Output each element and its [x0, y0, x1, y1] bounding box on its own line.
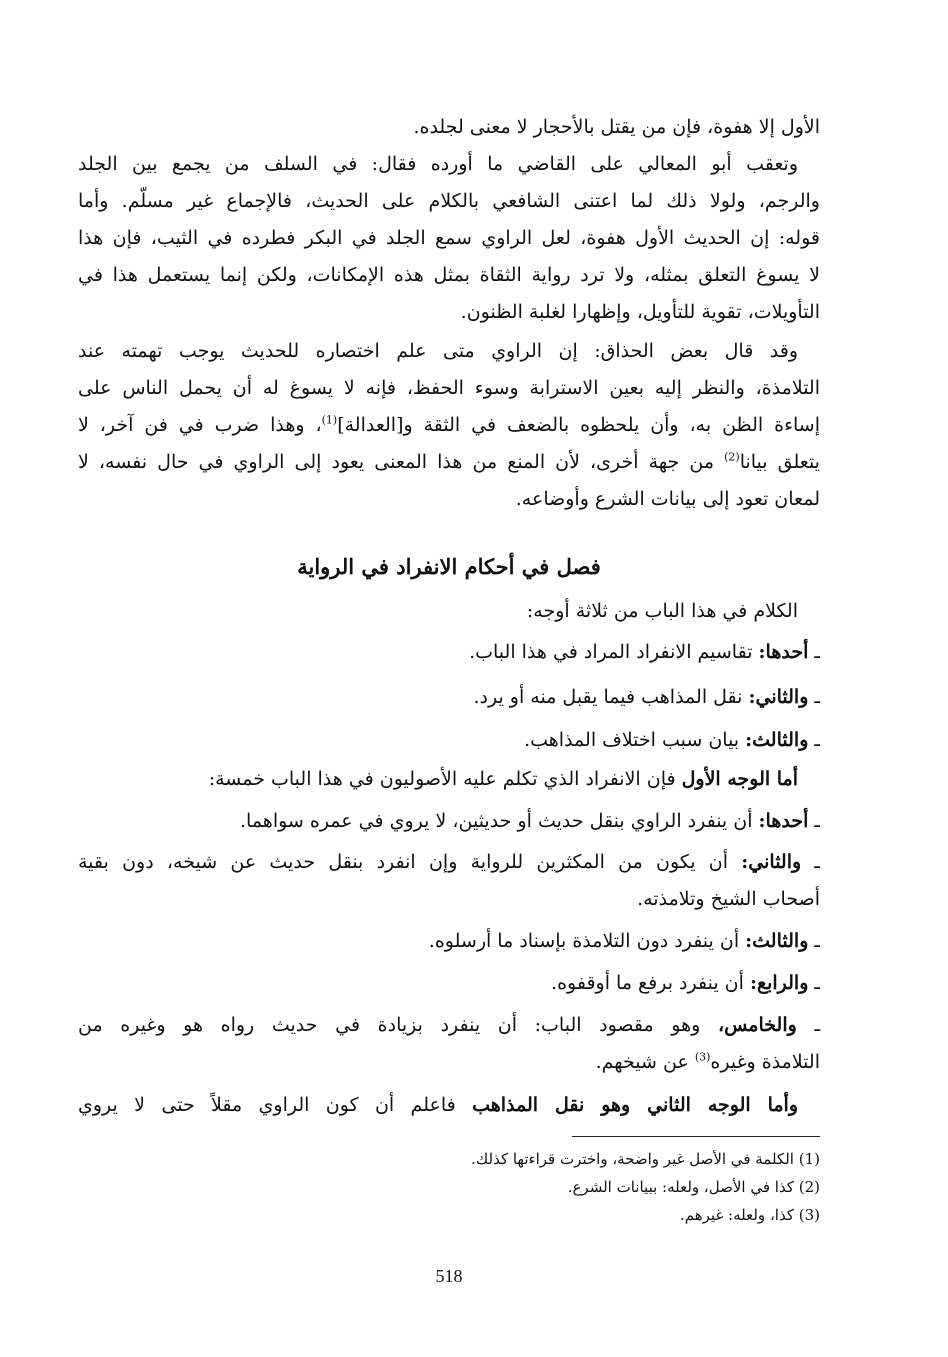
footnote: [78, 1204, 820, 1226]
list-dash: ـ: [814, 641, 820, 663]
paragraph-line: لمعان تعود إلى بيانات الشرع وأوضاعه.: [515, 488, 820, 510]
type-item: [78, 808, 820, 834]
type-text: وهو مقصود الباب: أن ينفرد بزيادة في حديث رواه هو وغيره من: [78, 1014, 718, 1036]
aspect-item: [78, 727, 820, 753]
list-dash: ـ: [814, 686, 820, 708]
type-text: أن ينفرد الراوي بنقل حديث أو حديثين، لا يروي في عمره سواهما.: [239, 810, 759, 832]
paragraph-line: التلامذة، والنظر إليه بعين الاسترابة وسوء الحفظ، فإنه لا يسوغ له أن يحمل الناس على: [78, 377, 820, 399]
type-item: [78, 928, 820, 954]
second-aspect-line: [78, 1092, 820, 1118]
list-dash: ـ: [814, 1014, 821, 1036]
first-aspect-line: [78, 766, 820, 792]
page-number: 518: [435, 1266, 463, 1286]
paragraph-line: والرجم، ولولا ذلك لما اعتنى الشافعي بالكلام على الحديث، فالإجماع غير مسلّم. وأما: [78, 190, 820, 212]
footnote-number: (3): [798, 1206, 820, 1224]
aspect-text: تقاسيم الانفراد المراد في هذا الباب.: [469, 641, 759, 663]
aspect-text: نقل المذاهب فيما يقبل منه أو يرد.: [473, 686, 749, 708]
text-run: من جهة أخرى، لأن المنع من هذا المعنى يعود إلى الراوي في حال نفسه، لا: [78, 451, 725, 473]
aspect-label: والثالث:: [745, 729, 809, 751]
list-dash: ـ: [814, 729, 820, 751]
footnote-ref[interactable]: (2): [724, 450, 740, 464]
footnote: [78, 1148, 820, 1170]
text-run: إساءة الظن به، وأن يلحظوه بالضعف في الثقة و[العدالة]: [337, 414, 820, 436]
paragraph-line: [78, 114, 820, 140]
type-label: أحدها:: [758, 810, 809, 832]
text-run: ، وهذا ضرب في فن آخر، لا: [78, 414, 322, 436]
footnote-number: (1): [798, 1150, 820, 1168]
type-label: والخامس،: [717, 1014, 797, 1036]
section-title: فصل في أحكام الانفراد في الرواية: [297, 554, 601, 579]
type-item: [78, 970, 820, 996]
text-run: عن شيخهم.: [595, 1051, 695, 1073]
paragraph-line: التأويلات، تقوية للتأويل، وإظهارا لغلبة الظنون.: [460, 301, 820, 323]
list-dash: ـ: [814, 972, 820, 994]
footnote-text: الكلمة في الأصل غير واضحة، واخترت قراءتها كذلك.: [471, 1150, 799, 1168]
aspect-item: [78, 684, 820, 710]
paragraph-line: [78, 449, 820, 475]
paragraph-line: [78, 412, 820, 438]
paragraph-line: وتعقب أبو المعالي على القاضي ما أورده فقال: في السلف من يجمع بين الجلد: [78, 153, 798, 175]
text-run: فإن الانفراد الذي تكلم عليه الأصوليون في هذا الباب خمسة:: [208, 768, 682, 790]
document-page: [78, 0, 820, 1357]
aspect-label: والثاني:: [748, 686, 809, 708]
footnote-separator: [572, 1136, 820, 1137]
aspect-heading: أما الوجه الأول: [681, 768, 798, 790]
type-label: والثالث:: [745, 930, 809, 952]
footnote-number: (2): [798, 1178, 820, 1196]
paragraph-line: وقد قال بعض الحذاق: إن الراوي متى علم اختصاره للحديث يوجب تهمته عند: [78, 340, 798, 362]
intro-line: الكلام في هذا الباب من ثلاثة أوجه:: [526, 600, 798, 622]
type-item-continuation: [78, 1049, 820, 1075]
text-run: فاعلم أن كون الراوي مقلاً حتى لا يروي: [78, 1094, 473, 1116]
aspect-heading: وأما الوجه الثاني وهو نقل المذاهب: [472, 1094, 798, 1116]
text-run: التلامذة وغيره: [710, 1051, 820, 1073]
type-label: والرابع:: [749, 972, 809, 994]
aspect-text: بيان سبب اختلاف المذاهب.: [524, 729, 746, 751]
list-dash: ـ: [814, 810, 820, 832]
type-item: [78, 849, 820, 875]
footnote-ref[interactable]: (3): [694, 1050, 711, 1064]
paragraph-line: لا يسوغ التعلق بمثله، ولا ترد رواية الثقاة بمثل هذه الإمكانات، ولكن إنما يستعمل هذا في: [78, 264, 820, 286]
list-dash: ـ: [814, 930, 820, 952]
list-dash: ـ: [814, 851, 820, 873]
paragraph-line: قوله: إن الحديث الأول هفوة، لعل الراوي سمع الجلد في البكر فطرده في الثيب، فإن هذا: [78, 227, 820, 249]
aspect-label: أحدها:: [758, 641, 809, 663]
type-item-continuation: أصحاب الشيخ وتلامذته.: [637, 888, 820, 910]
aspect-item: [78, 639, 820, 665]
footnote-ref[interactable]: (1): [321, 413, 338, 427]
type-text: أن ينفرد دون التلامذة بإسناد ما أرسلوه.: [428, 930, 746, 952]
type-label: والثاني:: [741, 851, 802, 873]
footnote-text: كذا في الأصل، ولعله: ببيانات الشرع.: [567, 1178, 799, 1196]
footnote: [78, 1176, 820, 1198]
type-item: [78, 1012, 820, 1038]
footnote-text: كذا، ولعله: غيرهم.: [679, 1206, 799, 1224]
text-run: يتعلق بيانا: [739, 451, 820, 473]
text-run: الأول إلا هفوة، فإن من يقتل بالأحجار لا معنى لجلده.: [413, 116, 820, 138]
type-text: أن يكون من المكثرين للرواية وإن انفرد بنقل حديث عن شيخه، دون بقية: [78, 851, 742, 873]
type-text: أن ينفرد برفع ما أوقفوه.: [551, 972, 750, 994]
